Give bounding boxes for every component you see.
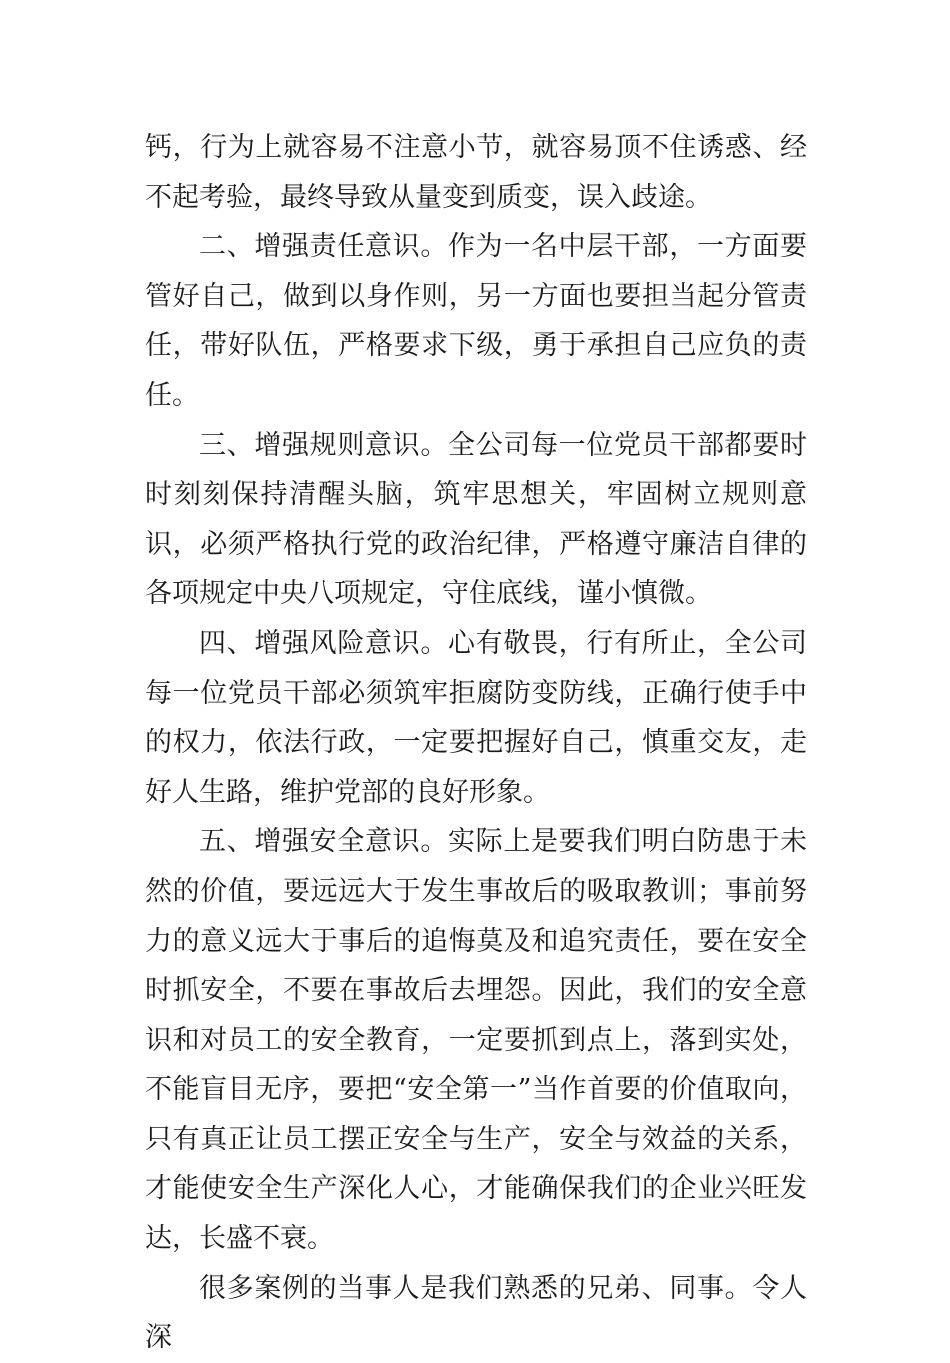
paragraph-safety: 五、增强安全意识。实际上是要我们明白防患于未然的价值，要远远大于发生事故后的吸取教训；事前努力的意义远大于事后的追悔莫及和追究责任，要在安全时抓安全，不要在事故后去埋怨。因此，我们的安全意识和对员工的安全教育，一定要抓到点上，落到实处，不能盲目无序，要把“安全第一”当作首要的价值取向，只有真正让员工摆正安全与生产，安全与效益的关系，才能使安全生产深化人心，才能确保我们的企业兴旺发达，长盛不衰。: [145, 826, 807, 1255]
paragraph-continuation: 钙，行为上就容易不注意小节，就容易顶不住诱惑、经不起考验，最终导致从量变到质变，误入歧途。: [145, 132, 807, 213]
paragraph-rules: 三、增强规则意识。全公司每一位党员干部都要时时刻刻保持清醒头脑，筑牢思想关，牢固树立规则意识，必须严格执行党的政治纪律，严格遵守廉洁自律的各项规定中央八项规定，守住底线，谨小慎微。: [145, 429, 807, 610]
document-body: [145, 123, 807, 1363]
paragraph-risk: 四、增强风险意识。心有敬畏，行有所止，全公司每一位党员干部必须筑牢拒腐防变防线，正确行使手中的权力，依法行政，一定要把握好自己，慎重交友，走好人生路，维护党部的良好形象。: [145, 627, 807, 808]
paragraph-cases: 很多案例的当事人是我们熟悉的兄弟、同事。令人深: [145, 1272, 807, 1354]
paragraph-responsibility: 二、增强责任意识。作为一名中层干部，一方面要管好自己，做到以身作则，另一方面也要担当起分管责任，带好队伍，严格要求下级，勇于承担自己应负的责任。: [145, 231, 807, 411]
